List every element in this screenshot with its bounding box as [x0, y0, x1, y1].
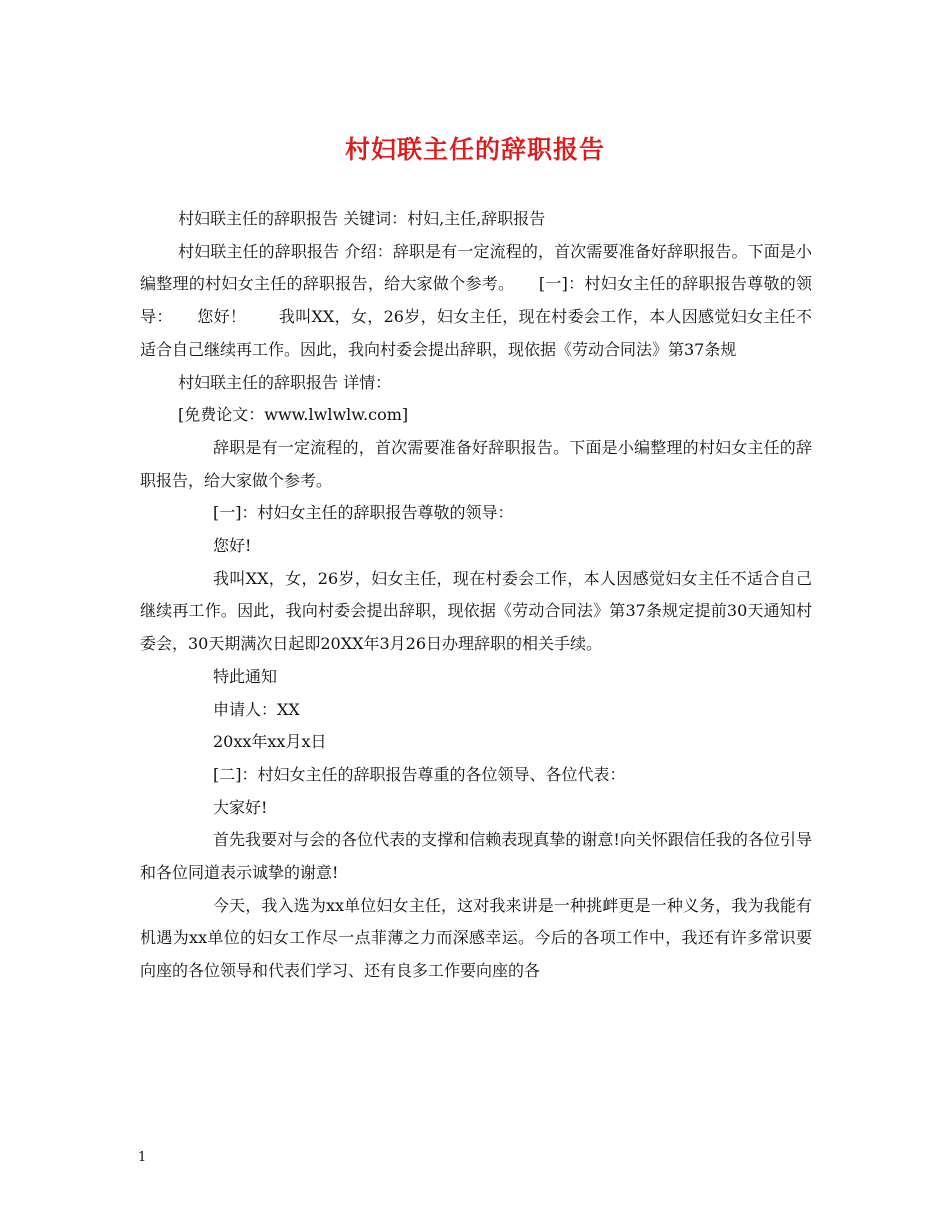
notice-line: 特此通知 — [213, 666, 278, 686]
body-paragraph: 我叫XX，女，26岁，妇女主任，现在村委会工作，本人因感觉妇女主任不适合自己继续再工作。因此，我向村委会提出辞职，现依据《劳动合同法》第37条规定提前30天通知村委会，30天期满次日起即20XX年3月26日办理辞职的相关手续。 — [140, 568, 812, 654]
section-heading-one: [一]：村妇女主任的辞职报告尊敬的领导： — [213, 503, 514, 523]
greeting-line: 大家好! — [213, 797, 268, 817]
body-paragraph: 今天，我入选为xx单位妇女主任，这对我来讲是一种挑衅更是一种义务，我为我能有机遇为xx单位的妇女工作尽一点菲薄之力而深感幸运。今后的各项工作中，我还有许多常识要向座的各位领导和代表们学习、还有良多工作要向座的各 — [140, 895, 812, 981]
document-body — [140, 203, 812, 988]
greeting-line: 您好! — [213, 536, 252, 556]
keywords-paragraph: 村妇联主任的辞职报告 关键词：村妇,主任,辞职报告 — [178, 209, 546, 228]
source-link-text: [免费论文：www.lwlwlw.com] — [178, 405, 409, 425]
section-heading-two: [二]：村妇女主任的辞职报告尊重的各位领导、各位代表： — [213, 764, 626, 784]
applicant-line: 申请人：XX — [213, 699, 300, 719]
intro-paragraph: 村妇联主任的辞职报告 介绍：辞职是有一定流程的，首次需要准备好辞职报告。下面是小编整理的村妇女主任的辞职报告，给大家做个参考。 [一]：村妇女主任的辞职报告尊敬的领导： 您好！ 我叫XX，女，26岁，妇女主任，现在村委会工作，本人因感觉妇女主任不适合自己继续再工作。因此，我向村委会提出辞职，现依据《劳动合同法》第37条规 — [140, 241, 812, 359]
date-line: 20xx年xx月x日 — [213, 732, 327, 752]
page-number: 1 — [138, 1150, 147, 1165]
body-paragraph: 辞职是有一定流程的，首次需要准备好辞职报告。下面是小编整理的村妇女主任的辞职报告，给大家做个参考。 — [140, 437, 812, 490]
body-paragraph: 首先我要对与会的各位代表的支撑和信赖表现真挚的谢意!向关怀跟信任我的各位引导和各位同道表示诚挚的谢意! — [140, 830, 812, 883]
details-heading: 村妇联主任的辞职报告 详情： — [178, 372, 392, 392]
document-title: 村妇联主任的辞职报告 — [344, 135, 605, 164]
